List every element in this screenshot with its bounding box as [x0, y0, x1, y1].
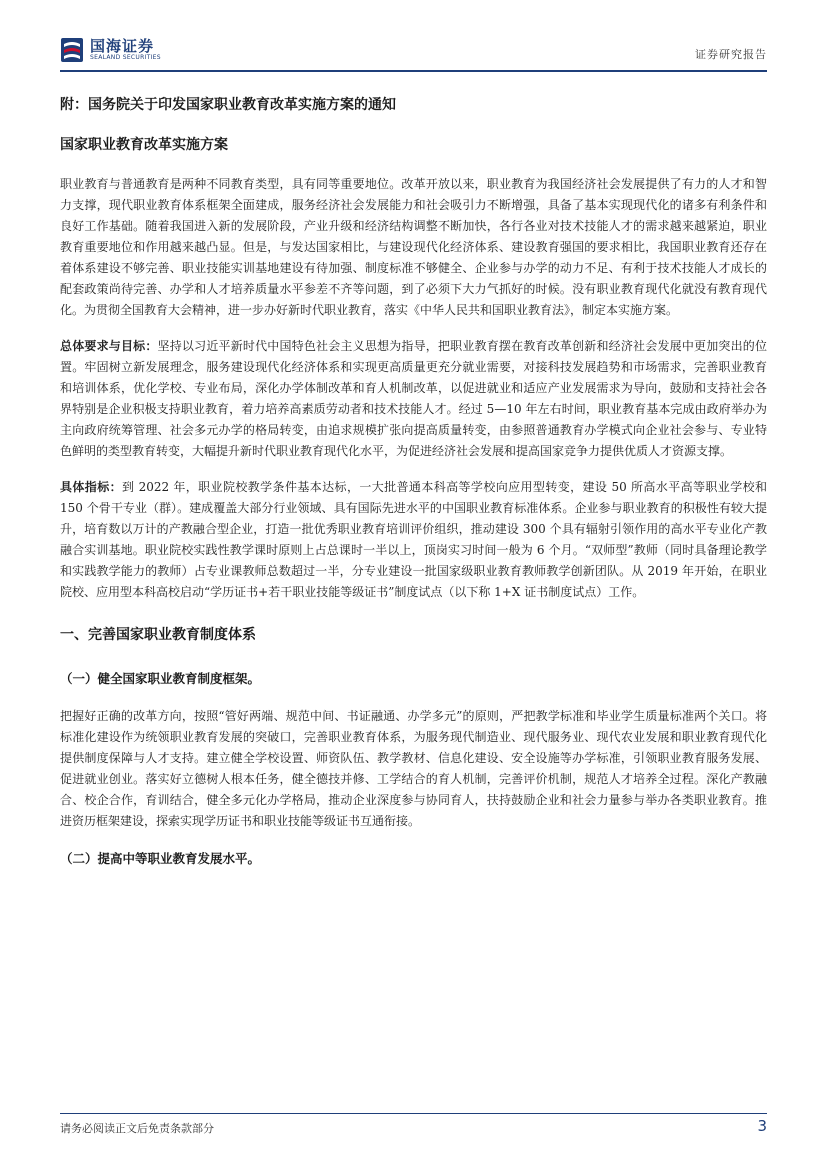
page-header — [60, 34, 767, 72]
intro-paragraph: 职业教育与普通教育是两种不同教育类型，具有同等重要地位。改革开放以来，职业教育为我国经济社会发展提供了有力的人才和智力支撑，现代职业教育体系框架全面建成，服务经济社会发展能力和社会吸引力不断增强，具备了基本实现现代化的诸多有利条件和良好工作基础。随着我国进入新的发展阶段，产业升级和经济结构调整不断加快，各行各业对技术技能人才的需求越来越紧迫，职业教育重要地位和作用越来越凸显。但是，与发达国家相比，与建设现代化经济体系、建设教育强国的要求相比，我国职业教育还存在着体系建设不够完善、职业技能实训基地建设有待加强、制度标准不够健全、企业参与办学的动力不足、有利于技术技能人才成长的配套政策尚待完善、办学和人才培养质量水平参差不齐等问题，到了必须下大力气抓好的时候。没有职业教育现代化就没有教育现代化。为贯彻全国教育大会精神，进一步办好新时代职业教育，落实《中华人民共和国职业教育法》，制定本实施方案。 — [60, 177, 767, 317]
logo-name-en: SEALAND SECURITIES — [90, 54, 161, 61]
document-body — [60, 90, 767, 874]
subsection-2-title: （二）提高中等职业教育发展水平。 — [60, 851, 261, 866]
page-number: 3 — [757, 1117, 767, 1135]
indicators-text: 到 2022 年，职业院校教学条件基本达标，一大批普通本科高等学校向应用型转变，建设 50 所高水平高等职业学校和 150 个骨干专业（群）。建成覆盖大部分行业领域、具有国际先进水平的中国职业教育标准体系。企业参与职业教育的积极性有较大提升，培育数以万计的产教融合型企业，打造一批优秀职业教育培训评价组织，推动建设 300 个具有辐射引领作用的高水平专业化产教融合实训基地。职业院校实践性教学课时原则上占总课时一半以上，顶岗实习时间一般为 6 个月。“双师型”教师（同时具备理论教学和实践教学能力的教师）占专业课教师总数超过一半，分专业建设一批国家级职业教育教师教学创新团队。从 2019 年开始，在职业院校、应用型本科高校启动“学历证书+若干职业技能等级证书”制度试点（以下称 1+X 证书制度试点）工作。 — [60, 480, 767, 599]
company-logo — [60, 34, 161, 66]
overall-requirements-paragraph — [60, 336, 767, 462]
overall-text: 坚持以习近平新时代中国特色社会主义思想为指导，把职业教育摆在教育改革创新和经济社会发展中更加突出的位置。牢固树立新发展理念，服务建设现代化经济体系和实现更高质量更充分就业需要，对接科技发展趋势和市场需求，完善职业教育和培训体系，优化学校、专业布局，深化办学体制改革和育人机制改革，以促进就业和适应产业发展需求为导向，鼓励和支持社会各界特别是企业积极支持职业教育，着力培养高素质劳动者和技术技能人才。经过 5—10 年左右时间，职业教育基本完成由政府举办为主向政府统筹管理、社会多元办学的格局转变，由追求规模扩张向提高质量转变，由参照普通教育办学模式向企业社会参与、专业特色鲜明的类型教育转变，大幅提升新时代职业教育现代化水平，为促进经济社会发展和提高国家竞争力提供优质人才资源支撑。 — [60, 339, 767, 458]
sealand-logo-icon — [60, 37, 84, 63]
report-type-label: 证券研究报告 — [695, 48, 767, 61]
appendix-title: 附：国务院关于印发国家职业教育改革实施方案的通知 — [60, 97, 396, 113]
indicators-paragraph — [60, 477, 767, 603]
footer-divider — [60, 1113, 767, 1114]
overall-lead: 总体要求与目标： — [60, 339, 158, 353]
footer-disclaimer: 请务必阅读正文后免责条款部分 — [60, 1122, 214, 1135]
subsection-1-title: （一）健全国家职业教育制度框架。 — [60, 671, 261, 686]
logo-name-cn: 国海证券 — [90, 37, 155, 55]
subsection-1-paragraph: 把握好正确的改革方向，按照“管好两端、规范中间、书证融通、办学多元”的原则，严把教学标准和毕业学生质量标准两个关口。将标准化建设作为统领职业教育发展的突破口，完善职业教育体系，为服务现代制造业、现代服务业、现代农业发展和职业教育现代化提供制度保障与人才支持。建立健全学校设置、师资队伍、教学教材、信息化建设、安全设施等办学标准，引领职业教育服务发展、促进就业创业。落实好立德树人根本任务，健全德技并修、工学结合的育人机制，完善评价机制，规范人才培养全过程。深化产教融合、校企合作，育训结合，健全多元化办学格局，推动企业深度参与协同育人，扶持鼓励企业和社会力量参与举办各类职业教育。推进资历框架建设，探索实现学历证书和职业技能等级证书互通衔接。 — [60, 709, 767, 828]
document-title: 国家职业教育改革实施方案 — [60, 137, 228, 153]
section-1-title: 一、完善国家职业教育制度体系 — [60, 627, 256, 643]
indicators-lead: 具体指标： — [60, 480, 122, 494]
